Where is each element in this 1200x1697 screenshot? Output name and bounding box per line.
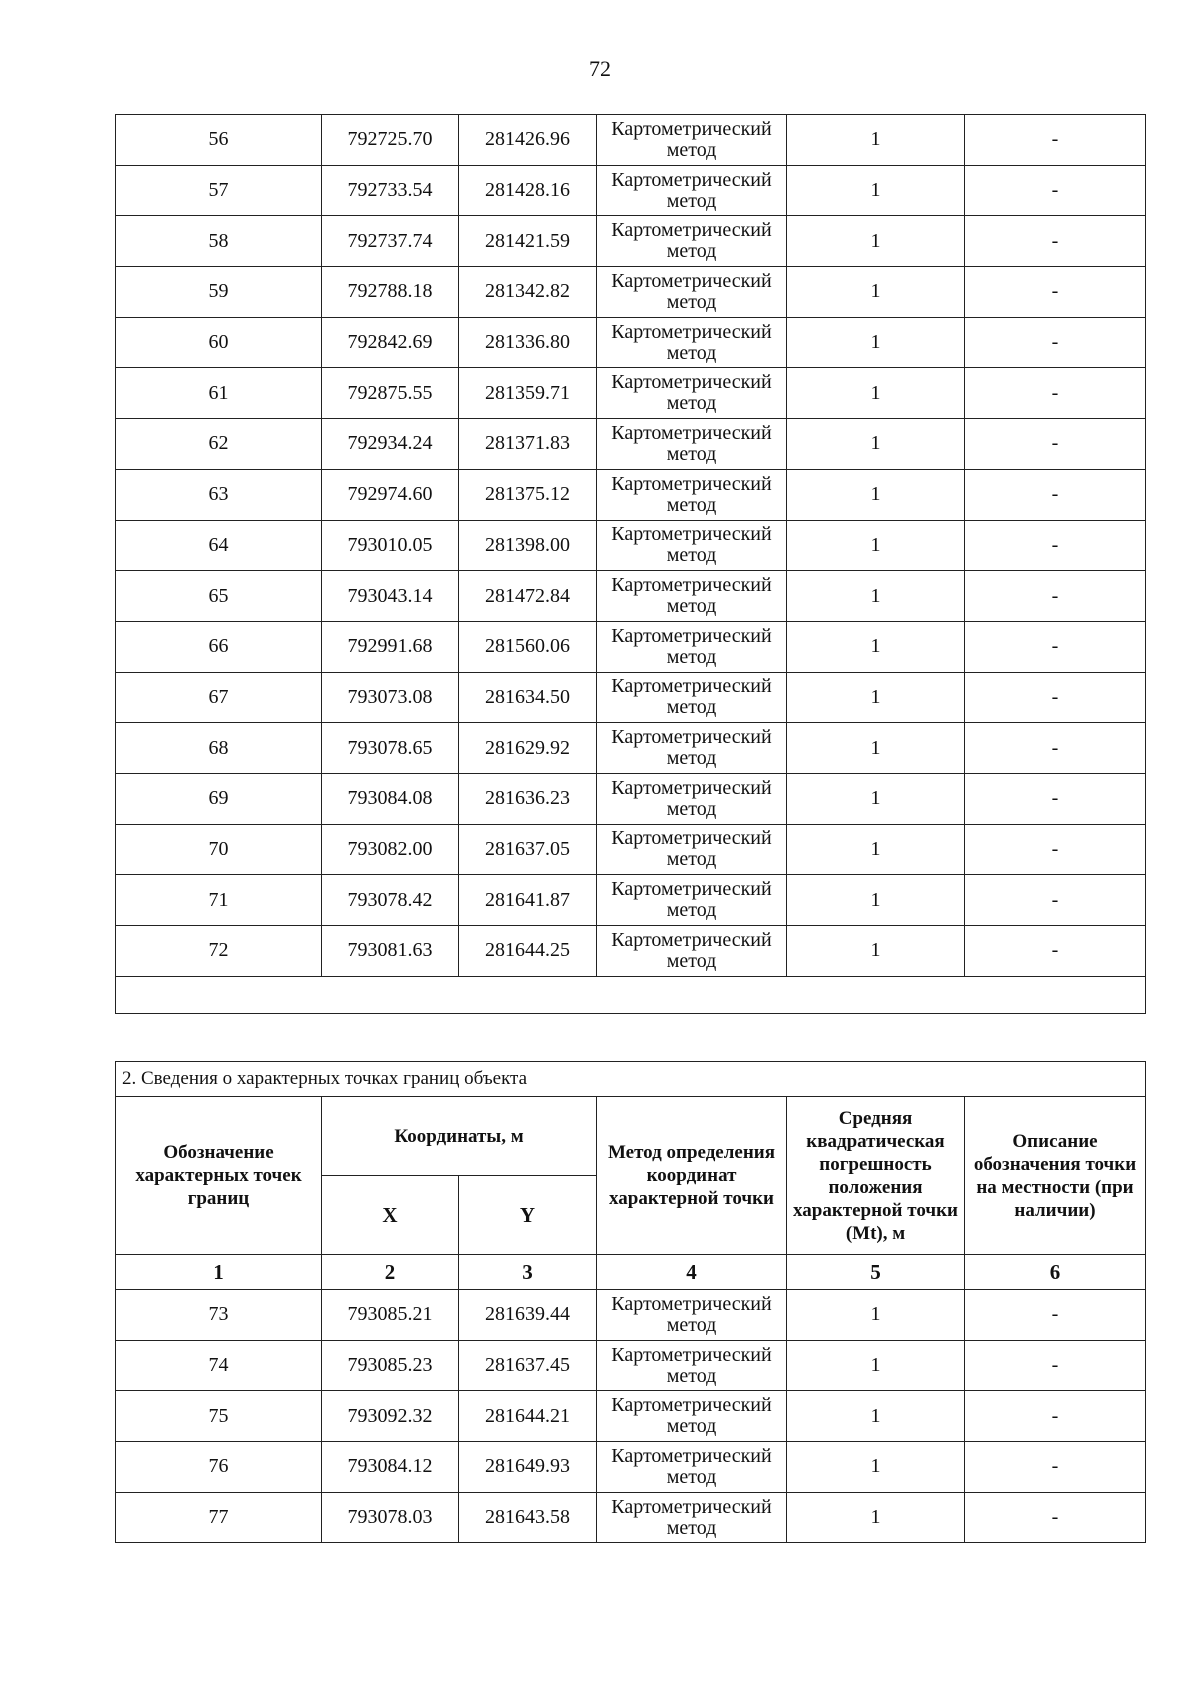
header-mt: Средняя квадратическая погрешность положения характерной точки (Mt), м — [787, 1097, 965, 1255]
method-text: метод — [666, 392, 717, 415]
mt-cell: 1 — [787, 1442, 965, 1493]
column-number: 3 — [459, 1255, 597, 1290]
table-row — [116, 672, 1146, 723]
method-text: метод — [666, 290, 717, 313]
method-text: метод — [666, 544, 717, 567]
y-coordinate-cell: 281644.25 — [459, 926, 597, 977]
header-y: Y — [459, 1176, 597, 1255]
point-number-cell: 63 — [116, 469, 322, 520]
point-number-cell: 68 — [116, 723, 322, 774]
method-text: метод — [666, 341, 717, 364]
mt-cell: 1 — [787, 317, 965, 368]
empty-row — [116, 976, 1146, 1013]
empty-cell — [116, 976, 1146, 1013]
y-coordinate-cell: 281359.71 — [459, 368, 597, 419]
point-number-cell: 58 — [116, 216, 322, 267]
y-coordinate-cell: 281637.05 — [459, 824, 597, 875]
description-cell: - — [965, 317, 1146, 368]
table-row — [116, 165, 1146, 216]
mt-cell: 1 — [787, 1290, 965, 1341]
description-cell: - — [965, 1492, 1146, 1543]
point-number-cell: 71 — [116, 875, 322, 926]
table-row — [116, 621, 1146, 672]
method-text: Картометрический — [611, 574, 772, 597]
point-number-cell: 65 — [116, 571, 322, 622]
method-text: Картометрический — [611, 878, 772, 901]
method-cell — [597, 571, 787, 622]
table-row — [116, 520, 1146, 571]
description-cell: - — [965, 1340, 1146, 1391]
y-coordinate-cell: 281428.16 — [459, 165, 597, 216]
method-text: метод — [666, 1516, 717, 1539]
header-designation: Обозначение характерных точек границ — [116, 1097, 322, 1255]
method-cell — [597, 1492, 787, 1543]
table-row — [116, 875, 1146, 926]
method-text: Картометрический — [611, 168, 772, 191]
point-number-cell: 77 — [116, 1492, 322, 1543]
method-cell — [597, 926, 787, 977]
mt-cell: 1 — [787, 1340, 965, 1391]
point-number-cell: 72 — [116, 926, 322, 977]
point-number-cell: 76 — [116, 1442, 322, 1493]
method-text: метод — [666, 899, 717, 922]
description-cell: - — [965, 1442, 1146, 1493]
mt-cell: 1 — [787, 672, 965, 723]
point-number-cell: 70 — [116, 824, 322, 875]
boundary-points-table — [115, 1061, 1146, 1543]
mt-cell: 1 — [787, 824, 965, 875]
y-coordinate-cell: 281637.45 — [459, 1340, 597, 1391]
description-cell: - — [965, 1290, 1146, 1341]
y-coordinate-cell: 281421.59 — [459, 216, 597, 267]
table-row — [116, 824, 1146, 875]
method-cell — [597, 469, 787, 520]
method-cell — [597, 1442, 787, 1493]
method-text: метод — [666, 747, 717, 770]
y-coordinate-cell: 281398.00 — [459, 520, 597, 571]
method-text: Картометрический — [611, 624, 772, 647]
x-coordinate-cell: 793078.42 — [322, 875, 459, 926]
header-coordinates: Координаты, м — [322, 1097, 597, 1176]
y-coordinate-cell: 281371.83 — [459, 419, 597, 470]
x-coordinate-cell: 792733.54 — [322, 165, 459, 216]
method-text: Картометрический — [611, 219, 772, 242]
method-text: метод — [666, 442, 717, 465]
method-text: метод — [666, 949, 717, 972]
coordinates-table-body — [116, 115, 1146, 1014]
method-cell — [597, 317, 787, 368]
y-coordinate-cell: 281634.50 — [459, 672, 597, 723]
point-number-cell: 67 — [116, 672, 322, 723]
mt-cell: 1 — [787, 773, 965, 824]
method-text: Картометрический — [611, 320, 772, 343]
table-row — [116, 115, 1146, 166]
boundary-points-table-body — [116, 1290, 1146, 1543]
table-row — [116, 723, 1146, 774]
description-cell: - — [965, 571, 1146, 622]
table-row — [116, 1391, 1146, 1442]
column-number: 5 — [787, 1255, 965, 1290]
table-row — [116, 317, 1146, 368]
x-coordinate-cell: 793081.63 — [322, 926, 459, 977]
table-row — [116, 926, 1146, 977]
table-title: 2. Сведения о характерных точках границ объекта — [116, 1062, 1146, 1097]
x-coordinate-cell: 792934.24 — [322, 419, 459, 470]
header-x: X — [322, 1176, 459, 1255]
table-row — [116, 773, 1146, 824]
method-text: Картометрический — [611, 1495, 772, 1518]
x-coordinate-cell: 793092.32 — [322, 1391, 459, 1442]
method-text: метод — [666, 848, 717, 871]
description-cell: - — [965, 520, 1146, 571]
header-description: Описание обозначения точки на местности (при наличии) — [965, 1097, 1146, 1255]
y-coordinate-cell: 281375.12 — [459, 469, 597, 520]
method-text: Картометрический — [611, 726, 772, 749]
table-row — [116, 267, 1146, 318]
column-number: 4 — [597, 1255, 787, 1290]
x-coordinate-cell: 793085.21 — [322, 1290, 459, 1341]
x-coordinate-cell: 793084.08 — [322, 773, 459, 824]
method-text: метод — [666, 1313, 717, 1336]
description-cell: - — [965, 368, 1146, 419]
y-coordinate-cell: 281639.44 — [459, 1290, 597, 1341]
method-text: Картометрический — [611, 421, 772, 444]
method-text: метод — [666, 1415, 717, 1438]
method-cell — [597, 621, 787, 672]
column-number: 2 — [322, 1255, 459, 1290]
x-coordinate-cell: 793078.65 — [322, 723, 459, 774]
method-cell — [597, 672, 787, 723]
table-row — [116, 469, 1146, 520]
method-cell — [597, 1340, 787, 1391]
method-cell — [597, 267, 787, 318]
table-row — [116, 1492, 1146, 1543]
y-coordinate-cell: 281641.87 — [459, 875, 597, 926]
point-number-cell: 66 — [116, 621, 322, 672]
point-number-cell: 62 — [116, 419, 322, 470]
mt-cell: 1 — [787, 419, 965, 470]
x-coordinate-cell: 792842.69 — [322, 317, 459, 368]
mt-cell: 1 — [787, 926, 965, 977]
method-text: Картометрический — [611, 776, 772, 799]
method-cell — [597, 419, 787, 470]
method-text: Картометрический — [611, 1343, 772, 1366]
method-text: метод — [666, 797, 717, 820]
method-text: Картометрический — [611, 1292, 772, 1315]
page-number: 72 — [589, 56, 611, 81]
point-number-cell: 75 — [116, 1391, 322, 1442]
method-cell — [597, 216, 787, 267]
method-text: метод — [666, 645, 717, 668]
x-coordinate-cell: 792737.74 — [322, 216, 459, 267]
description-cell: - — [965, 115, 1146, 166]
y-coordinate-cell: 281644.21 — [459, 1391, 597, 1442]
x-coordinate-cell: 792725.70 — [322, 115, 459, 166]
mt-cell: 1 — [787, 469, 965, 520]
x-coordinate-cell: 793084.12 — [322, 1442, 459, 1493]
method-text: Картометрический — [611, 928, 772, 951]
coordinates-table-continued — [115, 114, 1146, 1014]
table-row — [116, 1442, 1146, 1493]
column-number: 6 — [965, 1255, 1146, 1290]
y-coordinate-cell: 281649.93 — [459, 1442, 597, 1493]
method-cell — [597, 875, 787, 926]
description-cell: - — [965, 419, 1146, 470]
method-cell — [597, 1391, 787, 1442]
y-coordinate-cell: 281426.96 — [459, 115, 597, 166]
method-cell — [597, 773, 787, 824]
y-coordinate-cell: 281629.92 — [459, 723, 597, 774]
description-cell: - — [965, 723, 1146, 774]
description-cell: - — [965, 1391, 1146, 1442]
method-cell — [597, 520, 787, 571]
mt-cell: 1 — [787, 1492, 965, 1543]
table-row — [116, 368, 1146, 419]
method-text: метод — [666, 1364, 717, 1387]
table-row — [116, 1340, 1146, 1391]
column-numbers-row — [116, 1255, 1146, 1290]
method-text: Картометрический — [611, 117, 772, 140]
mt-cell: 1 — [787, 115, 965, 166]
method-text: Картометрический — [611, 1394, 772, 1417]
point-number-cell: 56 — [116, 115, 322, 166]
method-cell — [597, 824, 787, 875]
point-number-cell: 69 — [116, 773, 322, 824]
mt-cell: 1 — [787, 875, 965, 926]
mt-cell: 1 — [787, 216, 965, 267]
x-coordinate-cell: 792788.18 — [322, 267, 459, 318]
method-text: Картометрический — [611, 675, 772, 698]
y-coordinate-cell: 281636.23 — [459, 773, 597, 824]
mt-cell: 1 — [787, 571, 965, 622]
description-cell: - — [965, 267, 1146, 318]
y-coordinate-cell: 281560.06 — [459, 621, 597, 672]
point-number-cell: 64 — [116, 520, 322, 571]
method-text: метод — [666, 595, 717, 618]
header-method: Метод определения координат характерной точки — [597, 1097, 787, 1255]
description-cell: - — [965, 926, 1146, 977]
mt-cell: 1 — [787, 621, 965, 672]
method-text: Картометрический — [611, 523, 772, 546]
point-number-cell: 73 — [116, 1290, 322, 1341]
method-cell — [597, 1290, 787, 1341]
method-text: Картометрический — [611, 827, 772, 850]
x-coordinate-cell: 793082.00 — [322, 824, 459, 875]
description-cell: - — [965, 621, 1146, 672]
point-number-cell: 59 — [116, 267, 322, 318]
method-text: Картометрический — [611, 269, 772, 292]
y-coordinate-cell: 281643.58 — [459, 1492, 597, 1543]
mt-cell: 1 — [787, 267, 965, 318]
point-number-cell: 60 — [116, 317, 322, 368]
point-number-cell: 61 — [116, 368, 322, 419]
table-row — [116, 216, 1146, 267]
method-text: метод — [666, 138, 717, 161]
mt-cell: 1 — [787, 520, 965, 571]
description-cell: - — [965, 672, 1146, 723]
table-row — [116, 571, 1146, 622]
x-coordinate-cell: 793078.03 — [322, 1492, 459, 1543]
x-coordinate-cell: 793043.14 — [322, 571, 459, 622]
description-cell: - — [965, 165, 1146, 216]
description-cell: - — [965, 773, 1146, 824]
method-text: Картометрический — [611, 1444, 772, 1467]
table-row — [116, 419, 1146, 470]
mt-cell: 1 — [787, 368, 965, 419]
x-coordinate-cell: 792991.68 — [322, 621, 459, 672]
method-text: метод — [666, 696, 717, 719]
method-text: метод — [666, 493, 717, 516]
mt-cell: 1 — [787, 1391, 965, 1442]
x-coordinate-cell: 792974.60 — [322, 469, 459, 520]
description-cell: - — [965, 469, 1146, 520]
method-text: метод — [666, 240, 717, 263]
method-cell — [597, 115, 787, 166]
y-coordinate-cell: 281472.84 — [459, 571, 597, 622]
x-coordinate-cell: 793085.23 — [322, 1340, 459, 1391]
mt-cell: 1 — [787, 723, 965, 774]
mt-cell: 1 — [787, 165, 965, 216]
point-number-cell: 57 — [116, 165, 322, 216]
method-cell — [597, 368, 787, 419]
method-text: метод — [666, 1465, 717, 1488]
table-row — [116, 1290, 1146, 1341]
x-coordinate-cell: 793010.05 — [322, 520, 459, 571]
method-text: Картометрический — [611, 371, 772, 394]
method-text: Картометрический — [611, 472, 772, 495]
y-coordinate-cell: 281342.82 — [459, 267, 597, 318]
x-coordinate-cell: 792875.55 — [322, 368, 459, 419]
y-coordinate-cell: 281336.80 — [459, 317, 597, 368]
column-number: 1 — [116, 1255, 322, 1290]
description-cell: - — [965, 216, 1146, 267]
point-number-cell: 74 — [116, 1340, 322, 1391]
method-text: метод — [666, 189, 717, 212]
method-cell — [597, 165, 787, 216]
description-cell: - — [965, 875, 1146, 926]
method-cell — [597, 723, 787, 774]
x-coordinate-cell: 793073.08 — [322, 672, 459, 723]
description-cell: - — [965, 824, 1146, 875]
